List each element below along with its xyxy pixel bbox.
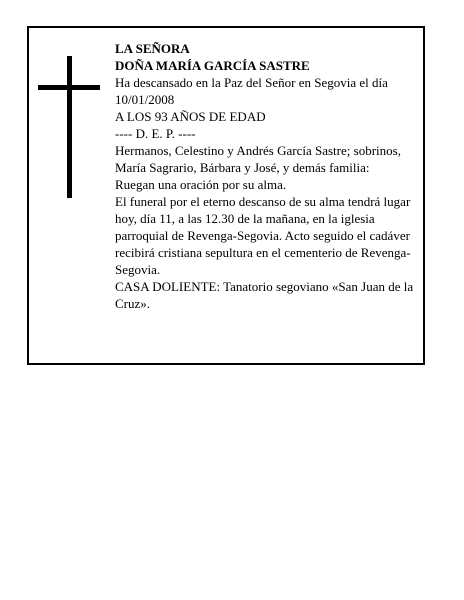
rip-line: ---- D. E. P. ---- — [115, 126, 196, 141]
notice-title: LA SEÑORA — [115, 41, 190, 56]
mourning-house: CASA DOLIENTE: Tanatorio segoviano «San Juan de la Cruz». — [115, 279, 414, 311]
obituary-text — [115, 40, 421, 312]
cross-vertical-bar — [67, 56, 72, 198]
prayer-request: Ruegan una oración por su alma. — [115, 177, 287, 192]
cross-horizontal-bar — [38, 85, 100, 90]
age-at-death: A LOS 93 AÑOS DE EDAD — [115, 109, 266, 124]
family-members: Hermanos, Celestino y Andrés García Sastre; sobrinos, María Sagrario, Bárbara y José, y demás familia: — [115, 143, 401, 175]
deceased-name: DOÑA MARÍA GARCÍA SASTRE — [115, 58, 310, 73]
obituary-notice — [27, 26, 425, 365]
funeral-details: El funeral por el eterno descanso de su alma tendrá lugar hoy, día 11, a las 12.30 de la mañana, en la iglesia parroquial de Revenga-Segovia. Acto seguido el cadáver recibirá cristiana sepultura en el cementerio de Revenga-Segovia. — [115, 194, 411, 277]
death-announcement: Ha descansado en la Paz del Señor en Segovia el día 10/01/2008 — [115, 75, 388, 107]
